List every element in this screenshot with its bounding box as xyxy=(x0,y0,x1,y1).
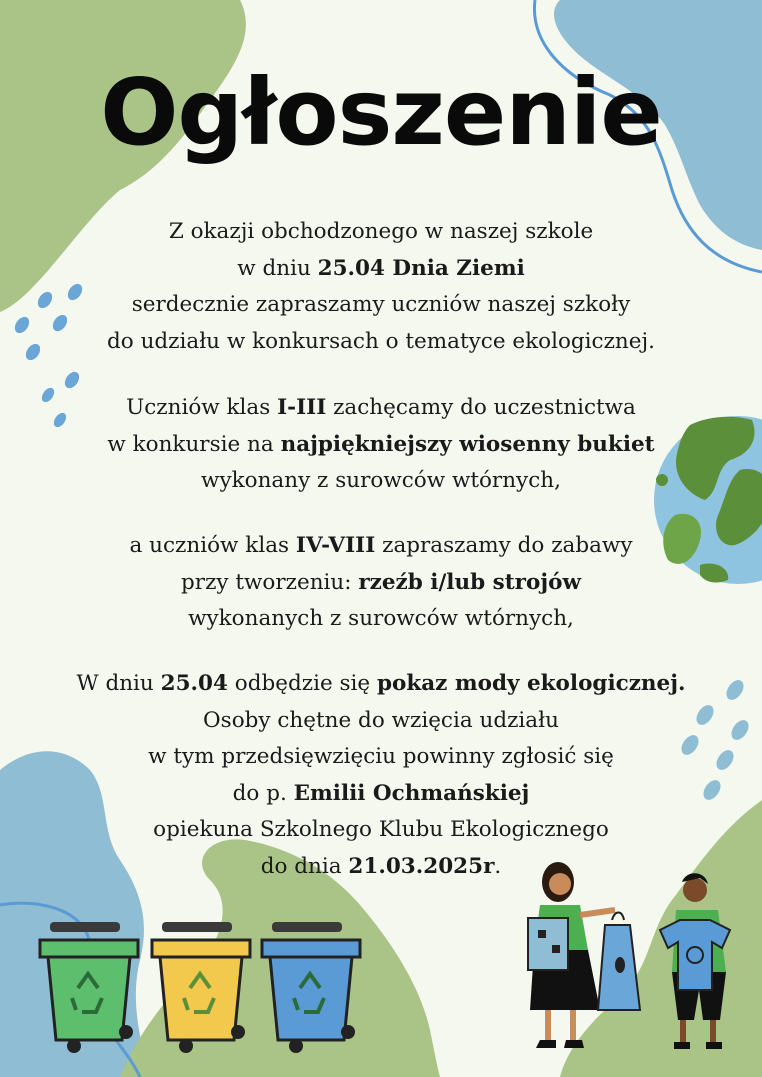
junior-paragraph xyxy=(40,390,722,500)
trash-bin-icon xyxy=(152,922,250,1053)
show-line xyxy=(40,849,722,886)
show-text: w tym przedsięwzięciu powinny zgłosić się xyxy=(148,744,614,769)
junior-line xyxy=(40,463,722,500)
show-text: Osoby chętne do wzięcia udziału xyxy=(203,707,559,733)
show-text: do p. xyxy=(232,780,294,806)
junior-text: wykonany z surowców wtórnych, xyxy=(201,468,561,493)
junior-line xyxy=(40,390,722,427)
intro-line-1: Z okazji obchodzonego w naszej szkole xyxy=(168,219,594,244)
contact-person: Emilii Ochmańskiej xyxy=(293,780,530,806)
show-text: do dnia xyxy=(260,853,349,879)
junior-contest-name: najpiękniejszy wiosenny bukiet xyxy=(280,431,655,457)
show-line xyxy=(40,776,722,813)
show-paragraph xyxy=(40,666,722,885)
junior-line xyxy=(40,427,722,464)
senior-text: zapraszamy do zabawy xyxy=(375,533,633,558)
junior-classes: I-III xyxy=(277,395,327,420)
intro-line xyxy=(40,214,722,251)
senior-text: przy tworzeniu: xyxy=(181,569,359,595)
trash-bin-icon xyxy=(262,922,360,1053)
deadline-date: 21.03.2025r xyxy=(348,853,495,879)
earth-day-date: 25.04 Dnia Ziemi xyxy=(317,255,525,281)
intro-paragraph xyxy=(40,214,722,360)
senior-text: a uczniów klas xyxy=(129,533,296,558)
intro-line xyxy=(40,324,722,361)
show-line xyxy=(40,812,722,849)
trash-bin-icon xyxy=(40,922,138,1053)
intro-line-3: serdecznie zapraszamy uczniów naszej szkoły xyxy=(131,292,631,317)
senior-line xyxy=(40,528,722,565)
show-line xyxy=(40,739,722,776)
intro-line xyxy=(40,287,722,324)
junior-text: Uczniów klas xyxy=(126,395,278,420)
senior-contest-name: rzeźb i/lub strojów xyxy=(358,569,581,595)
show-line xyxy=(40,666,722,703)
page-title: Ogłoszenie xyxy=(100,59,662,166)
fashion-show-name: pokaz mody ekologicznej. xyxy=(376,671,686,696)
show-text: W dniu xyxy=(76,671,161,696)
intro-line xyxy=(40,251,722,288)
junior-text: w konkursie na xyxy=(107,431,281,457)
show-text: . xyxy=(494,853,502,879)
intro-line-4: do udziału w konkursach o tematyce ekologicznej. xyxy=(107,328,655,354)
senior-line xyxy=(40,565,722,602)
senior-classes: IV-VIII xyxy=(295,533,376,558)
show-line xyxy=(40,703,722,740)
intro-line-2-text: w dniu xyxy=(237,255,318,281)
senior-text: wykonanych z surowców wtórnych, xyxy=(188,606,574,631)
senior-line xyxy=(40,601,722,638)
show-text: opiekuna Szkolnego Klubu Ekologicznego xyxy=(153,817,609,842)
junior-text: zachęcamy do uczestnictwa xyxy=(326,395,636,420)
show-date: 25.04 xyxy=(160,671,228,696)
show-text: odbędzie się xyxy=(227,671,377,696)
senior-paragraph xyxy=(40,528,722,638)
